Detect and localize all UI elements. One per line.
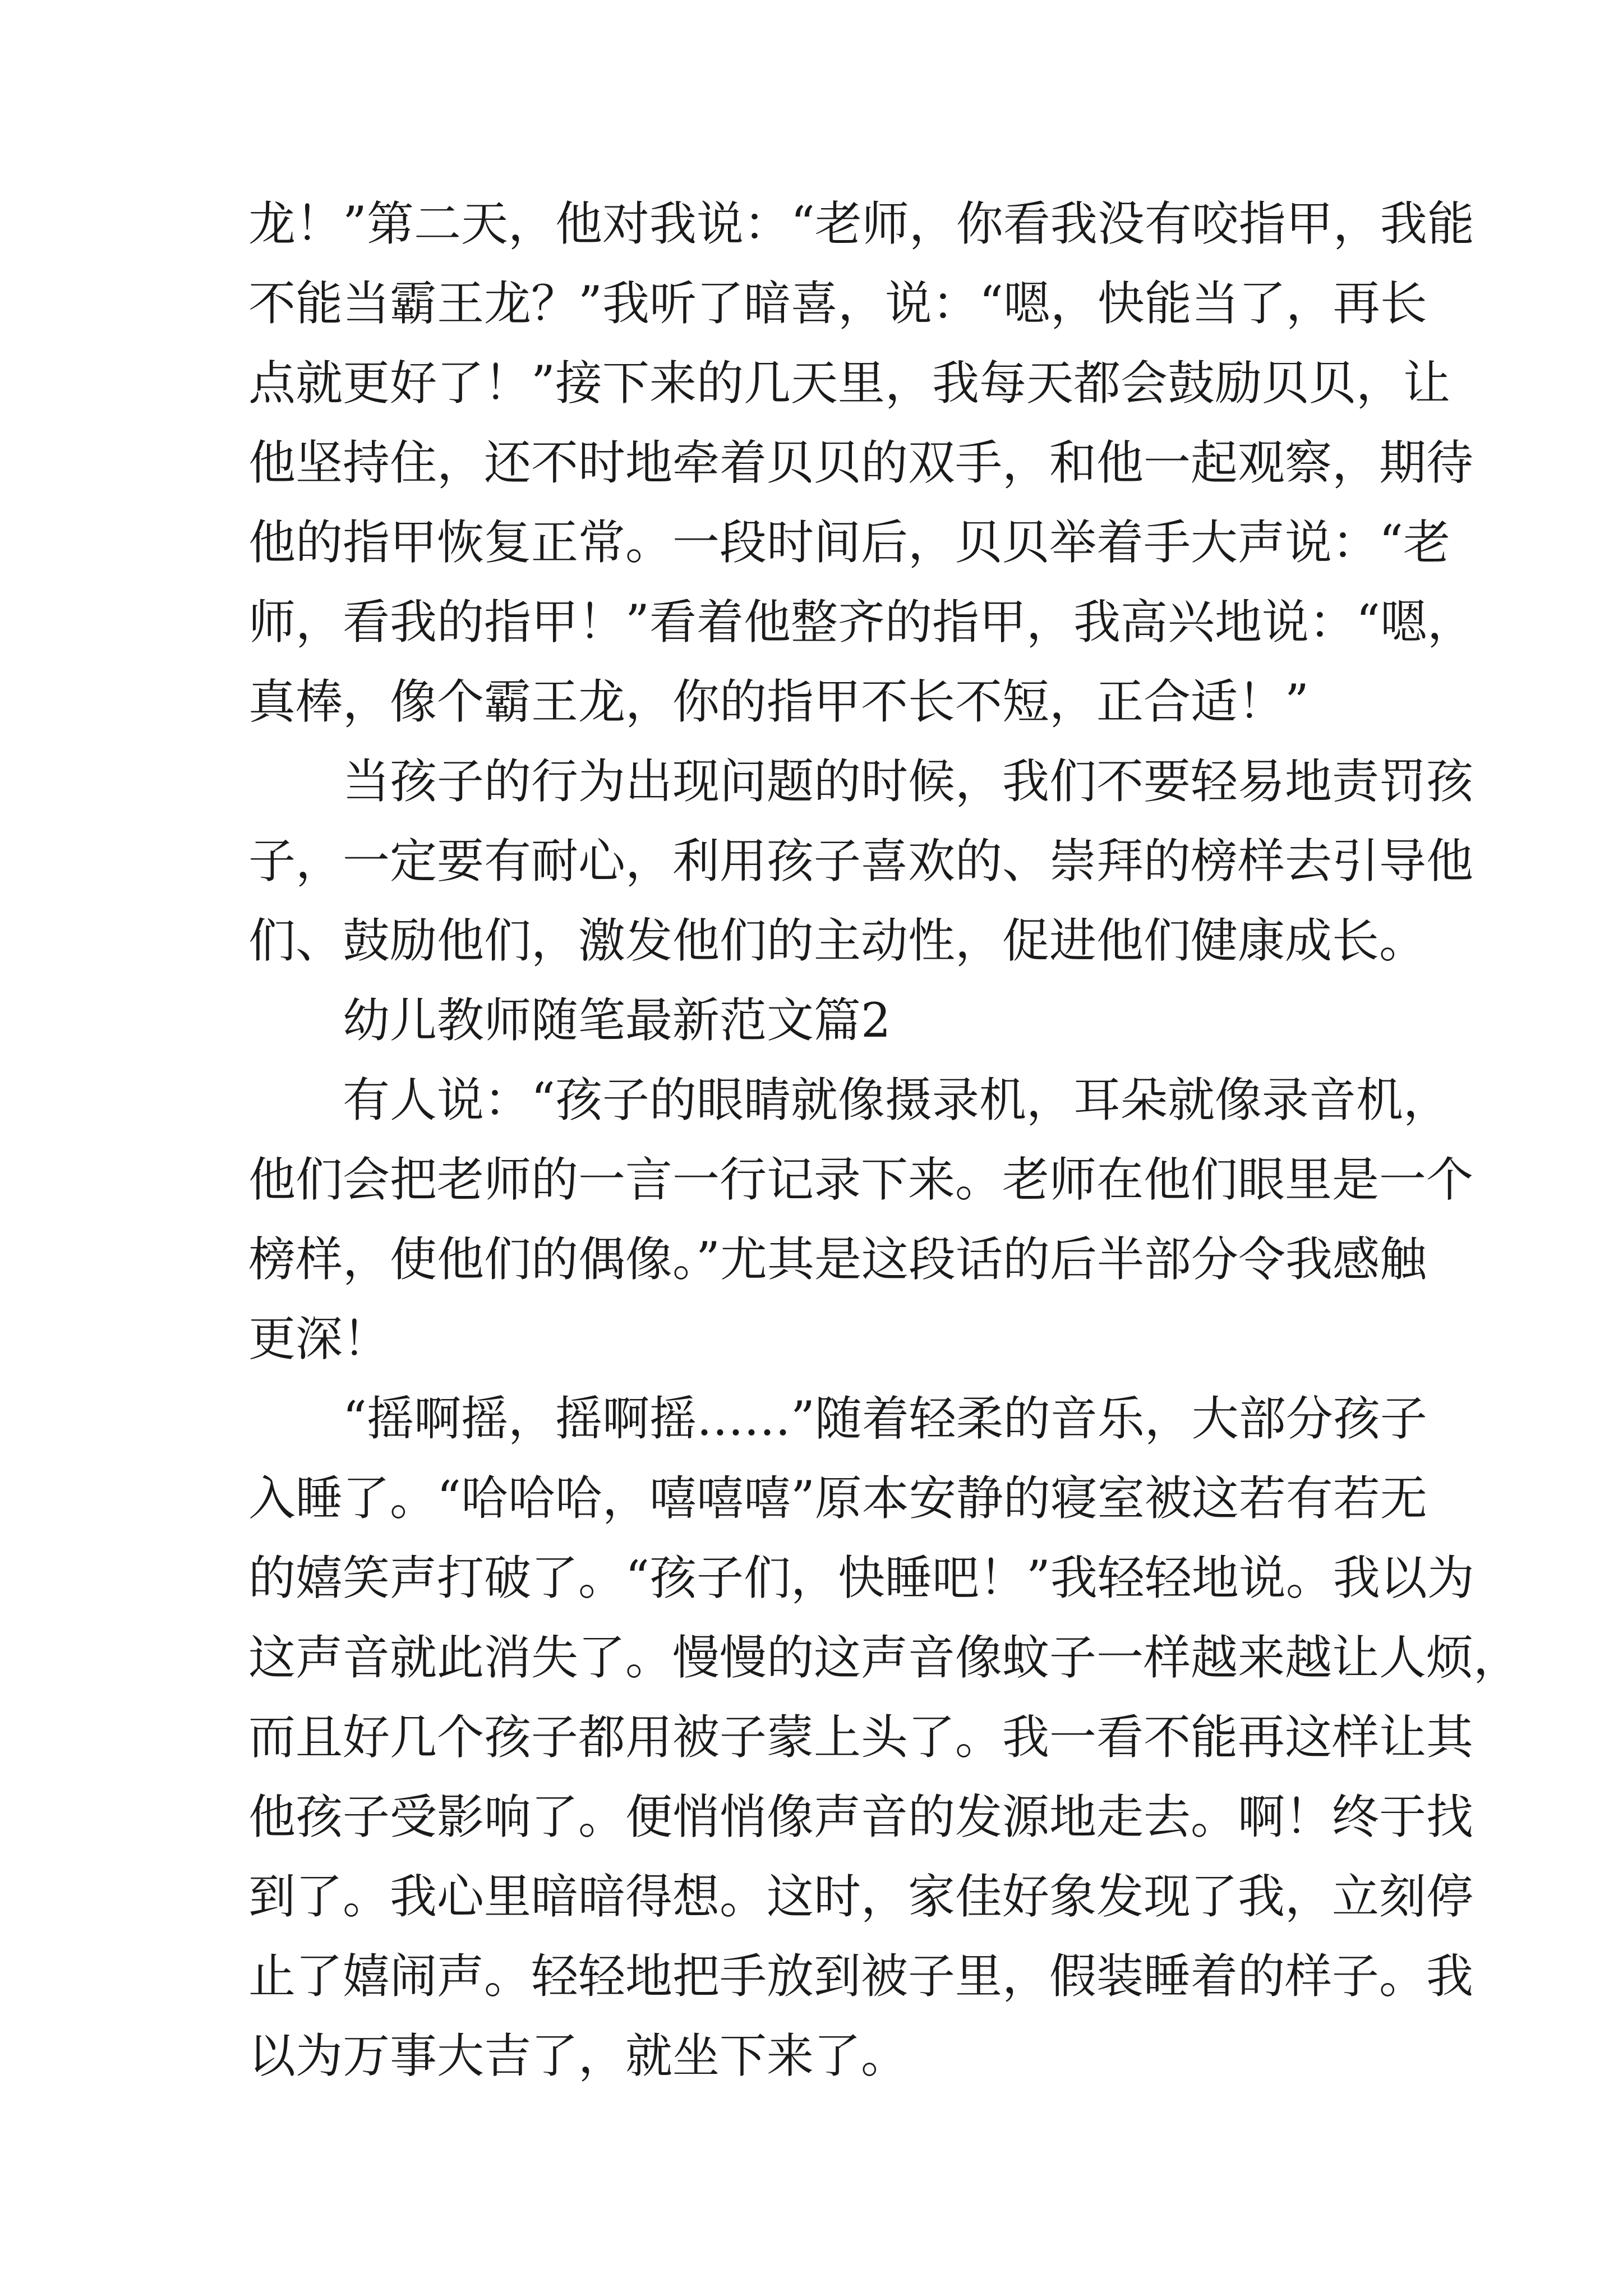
text-line: 更深！ <box>248 1312 390 1366</box>
text-line: 的嬉笑声打破了。“孩子们，快睡吧！”我轻轻地说。我以为 <box>248 1550 1474 1605</box>
text-line: 止了嬉闹声。轻轻地把手放到被子里，假装睡着的样子。我 <box>248 1949 1474 2004</box>
text-line: 以为万事大吉了，就坐下来了。 <box>248 2028 909 2083</box>
text-line: 点就更好了！”接下来的几天里，我每天都会鼓励贝贝，让 <box>248 356 1450 411</box>
section-heading: 幼儿教师随笔最新范文篇2 <box>343 993 891 1048</box>
text-line: 不能当霸王龙？”我听了暗喜，说：“嗯，快能当了，再长 <box>248 276 1427 331</box>
text-line: 师，看我的指甲！”看着他整齐的指甲，我高兴地说：“嗯， <box>248 595 1474 650</box>
text-line: 入睡了。“哈哈哈，嘻嘻嘻”原本安静的寝室被这若有若无 <box>248 1471 1427 1526</box>
text-line: 真棒，像个霸王龙，你的指甲不长不短，正合适！” <box>248 674 1309 729</box>
text-line: 榜样，使他们的偶像。”尤其是这段话的后半部分令我感触 <box>248 1232 1427 1287</box>
text-line: 他坚持住，还不时地牵着贝贝的双手，和他一起观察，期待 <box>248 435 1474 490</box>
text-line: “摇啊摇，摇啊摇……”随着轻柔的音乐，大部分孩子 <box>343 1391 1427 1446</box>
text-line: 们、鼓励他们，激发他们的主动性，促进他们健康成长。 <box>248 913 1427 968</box>
text-line: 他的指甲恢复正常。一段时间后，贝贝举着手大声说：“老 <box>248 515 1450 570</box>
text-line: 而且好几个孩子都用被子蒙上头了。我一看不能再这样让其 <box>248 1710 1474 1765</box>
text-line: 他孩子受影响了。便悄悄像声音的发源地走去。啊！终于找 <box>248 1789 1474 1844</box>
text-line: 到了。我心里暗暗得想。这时，家佳好象发现了我，立刻停 <box>248 1869 1474 1924</box>
text-line: 当孩子的行为出现问题的时候，我们不要轻易地责罚孩 <box>343 754 1474 809</box>
text-line: 子，一定要有耐心，利用孩子喜欢的、崇拜的榜样去引导他 <box>248 834 1474 889</box>
text-line: 他们会把老师的一言一行记录下来。老师在他们眼里是一个 <box>248 1152 1474 1207</box>
text-line: 有人说：“孩子的眼睛就像摄录机，耳朵就像录音机， <box>343 1073 1450 1128</box>
text-line: 龙！”第二天，他对我说：“老师，你看我没有咬指甲，我能 <box>248 196 1474 251</box>
text-line: 这声音就此消失了。慢慢的这声音像蚊子一样越来越让人烦， <box>248 1630 1521 1685</box>
